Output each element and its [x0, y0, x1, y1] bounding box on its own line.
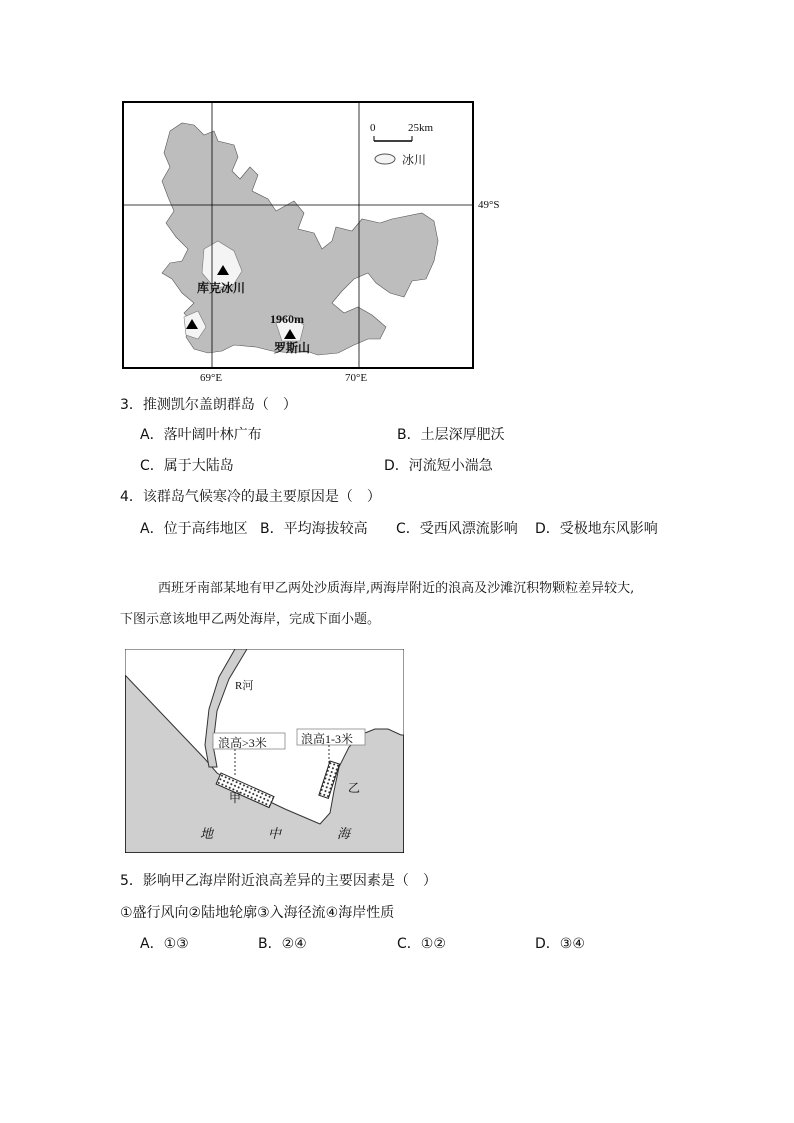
q4-option-a[interactable]: A．位于高纬地区	[140, 521, 248, 537]
q3-option-b[interactable]: B．土层深厚肥沃	[397, 427, 505, 443]
peak-elevation-label: 1960m	[270, 312, 304, 326]
kerguelen-map	[122, 101, 474, 369]
q4-option-d[interactable]: D．受极地东风影响	[535, 521, 658, 537]
coast-map	[125, 649, 404, 853]
q3-option-a[interactable]: A．落叶阔叶林广布	[140, 427, 262, 443]
longitude-70-label: 70°E	[345, 372, 368, 384]
q4-option-c[interactable]: C．受西风漂流影响	[396, 521, 518, 537]
kerguelen-map-svg	[122, 101, 474, 369]
q5-option-b[interactable]: B．②④	[258, 936, 307, 952]
q5-option-c[interactable]: C．①②	[397, 936, 446, 952]
wave-jia-label: 浪高>3米	[218, 736, 267, 750]
q3-option-d[interactable]: D．河流短小湍急	[384, 458, 493, 474]
wave-yi-label: 浪高1-3米	[301, 732, 353, 746]
legend-glacier-symbol	[375, 154, 395, 164]
question-5-stem: 5．影响甲乙海岸附近浪高差异的主要因素是（ ）	[120, 873, 437, 889]
sea-label-hai: 海	[337, 826, 351, 841]
q5-option-d[interactable]: D．③④	[535, 936, 585, 952]
coast-map-svg	[125, 649, 404, 853]
yi-label: 乙	[348, 781, 361, 795]
longitude-69-label: 69°E	[200, 372, 223, 384]
sea-label-di: 地	[200, 826, 214, 841]
q5-factors: ①盛行风向②陆地轮廓③入海径流④海岸性质	[120, 905, 395, 921]
scale-zero-label: 0	[370, 122, 376, 134]
q3-option-c[interactable]: C．属于大陆岛	[140, 458, 234, 474]
glacier-name-label: 库克冰川	[197, 281, 246, 295]
latitude-label: 49°S	[478, 199, 500, 211]
question-4-stem: 4．该群岛气候寒冷的最主要原因是（ ）	[120, 489, 381, 505]
scale-distance-label: 25km	[408, 122, 434, 134]
peak-name-label: 罗斯山	[274, 341, 311, 355]
sea-label-zhong: 中	[268, 826, 282, 841]
river-label: R河	[235, 680, 254, 692]
passage-line-1: 西班牙南部某地有甲乙两处沙质海岸,两海岸附近的浪高及沙滩沉积物颗粒差异较大,	[158, 581, 635, 596]
q5-option-a[interactable]: A．①③	[140, 936, 189, 952]
passage-line-2: 下图示意该地甲乙两处海岸，完成下面小题。	[120, 612, 381, 627]
q4-option-b[interactable]: B．平均海拔较高	[260, 521, 368, 537]
legend-glacier-label: 冰川	[402, 153, 427, 167]
question-3-stem: 3．推测凯尔盖朗群岛（ ）	[120, 397, 297, 413]
jia-label: 甲	[229, 791, 242, 805]
